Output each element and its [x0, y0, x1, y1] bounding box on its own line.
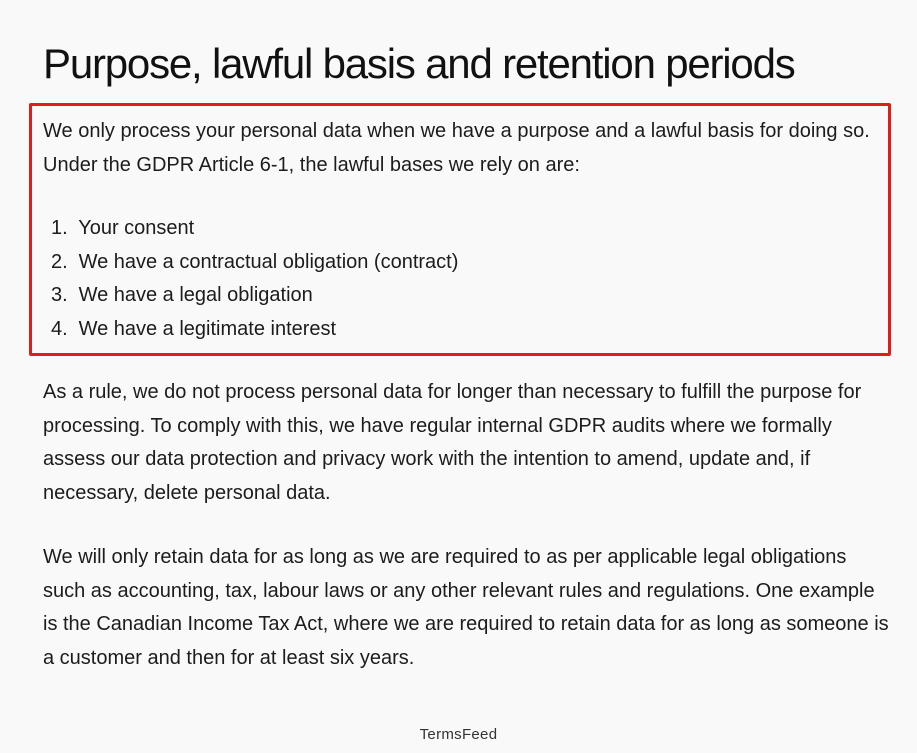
list-item-text: We have a contractual obligation (contract) [78, 250, 459, 273]
list-item [43, 313, 458, 347]
legal-obligations-paragraph: We will only retain data for as long as we are required to as per applicable legal obligations such as accounting, tax, labour laws or any other relevant rules and regulations. One example is the Canadian Income Tax Act, where we are required to retain data for as long as someone is a customer and then for at least six years. [43, 546, 889, 669]
intro-paragraph: We only process your personal data when we have a purpose and a lawful basis for doing so. Under the GDPR Article 6-1, the lawful bases we rely on are: [43, 120, 870, 176]
retention-paragraph: As a rule, we do not process personal data for longer than necessary to fulfill the purpose for processing. To comply with this, we have regular internal GDPR audits where we formally assess our data protection and privacy work with the intention to amend, update and, if necessary, delete personal data. [43, 381, 862, 504]
list-item [43, 212, 458, 246]
page-title: Purpose, lawful basis and retention periods [43, 40, 795, 87]
list-item [43, 246, 458, 280]
list-item-number: 4. [51, 317, 68, 340]
list-item [43, 279, 458, 313]
lawful-basis-list [43, 212, 458, 346]
list-item-number: 2. [51, 250, 68, 273]
list-item-number: 3. [51, 284, 68, 306]
footer-credit: TermsFeed [419, 726, 498, 743]
list-item-text: We have a legitimate interest [78, 317, 337, 340]
list-item-text: We have a legal obligation [78, 284, 313, 306]
list-item-number: 1. [51, 217, 68, 239]
list-item-text: Your consent [78, 217, 195, 239]
